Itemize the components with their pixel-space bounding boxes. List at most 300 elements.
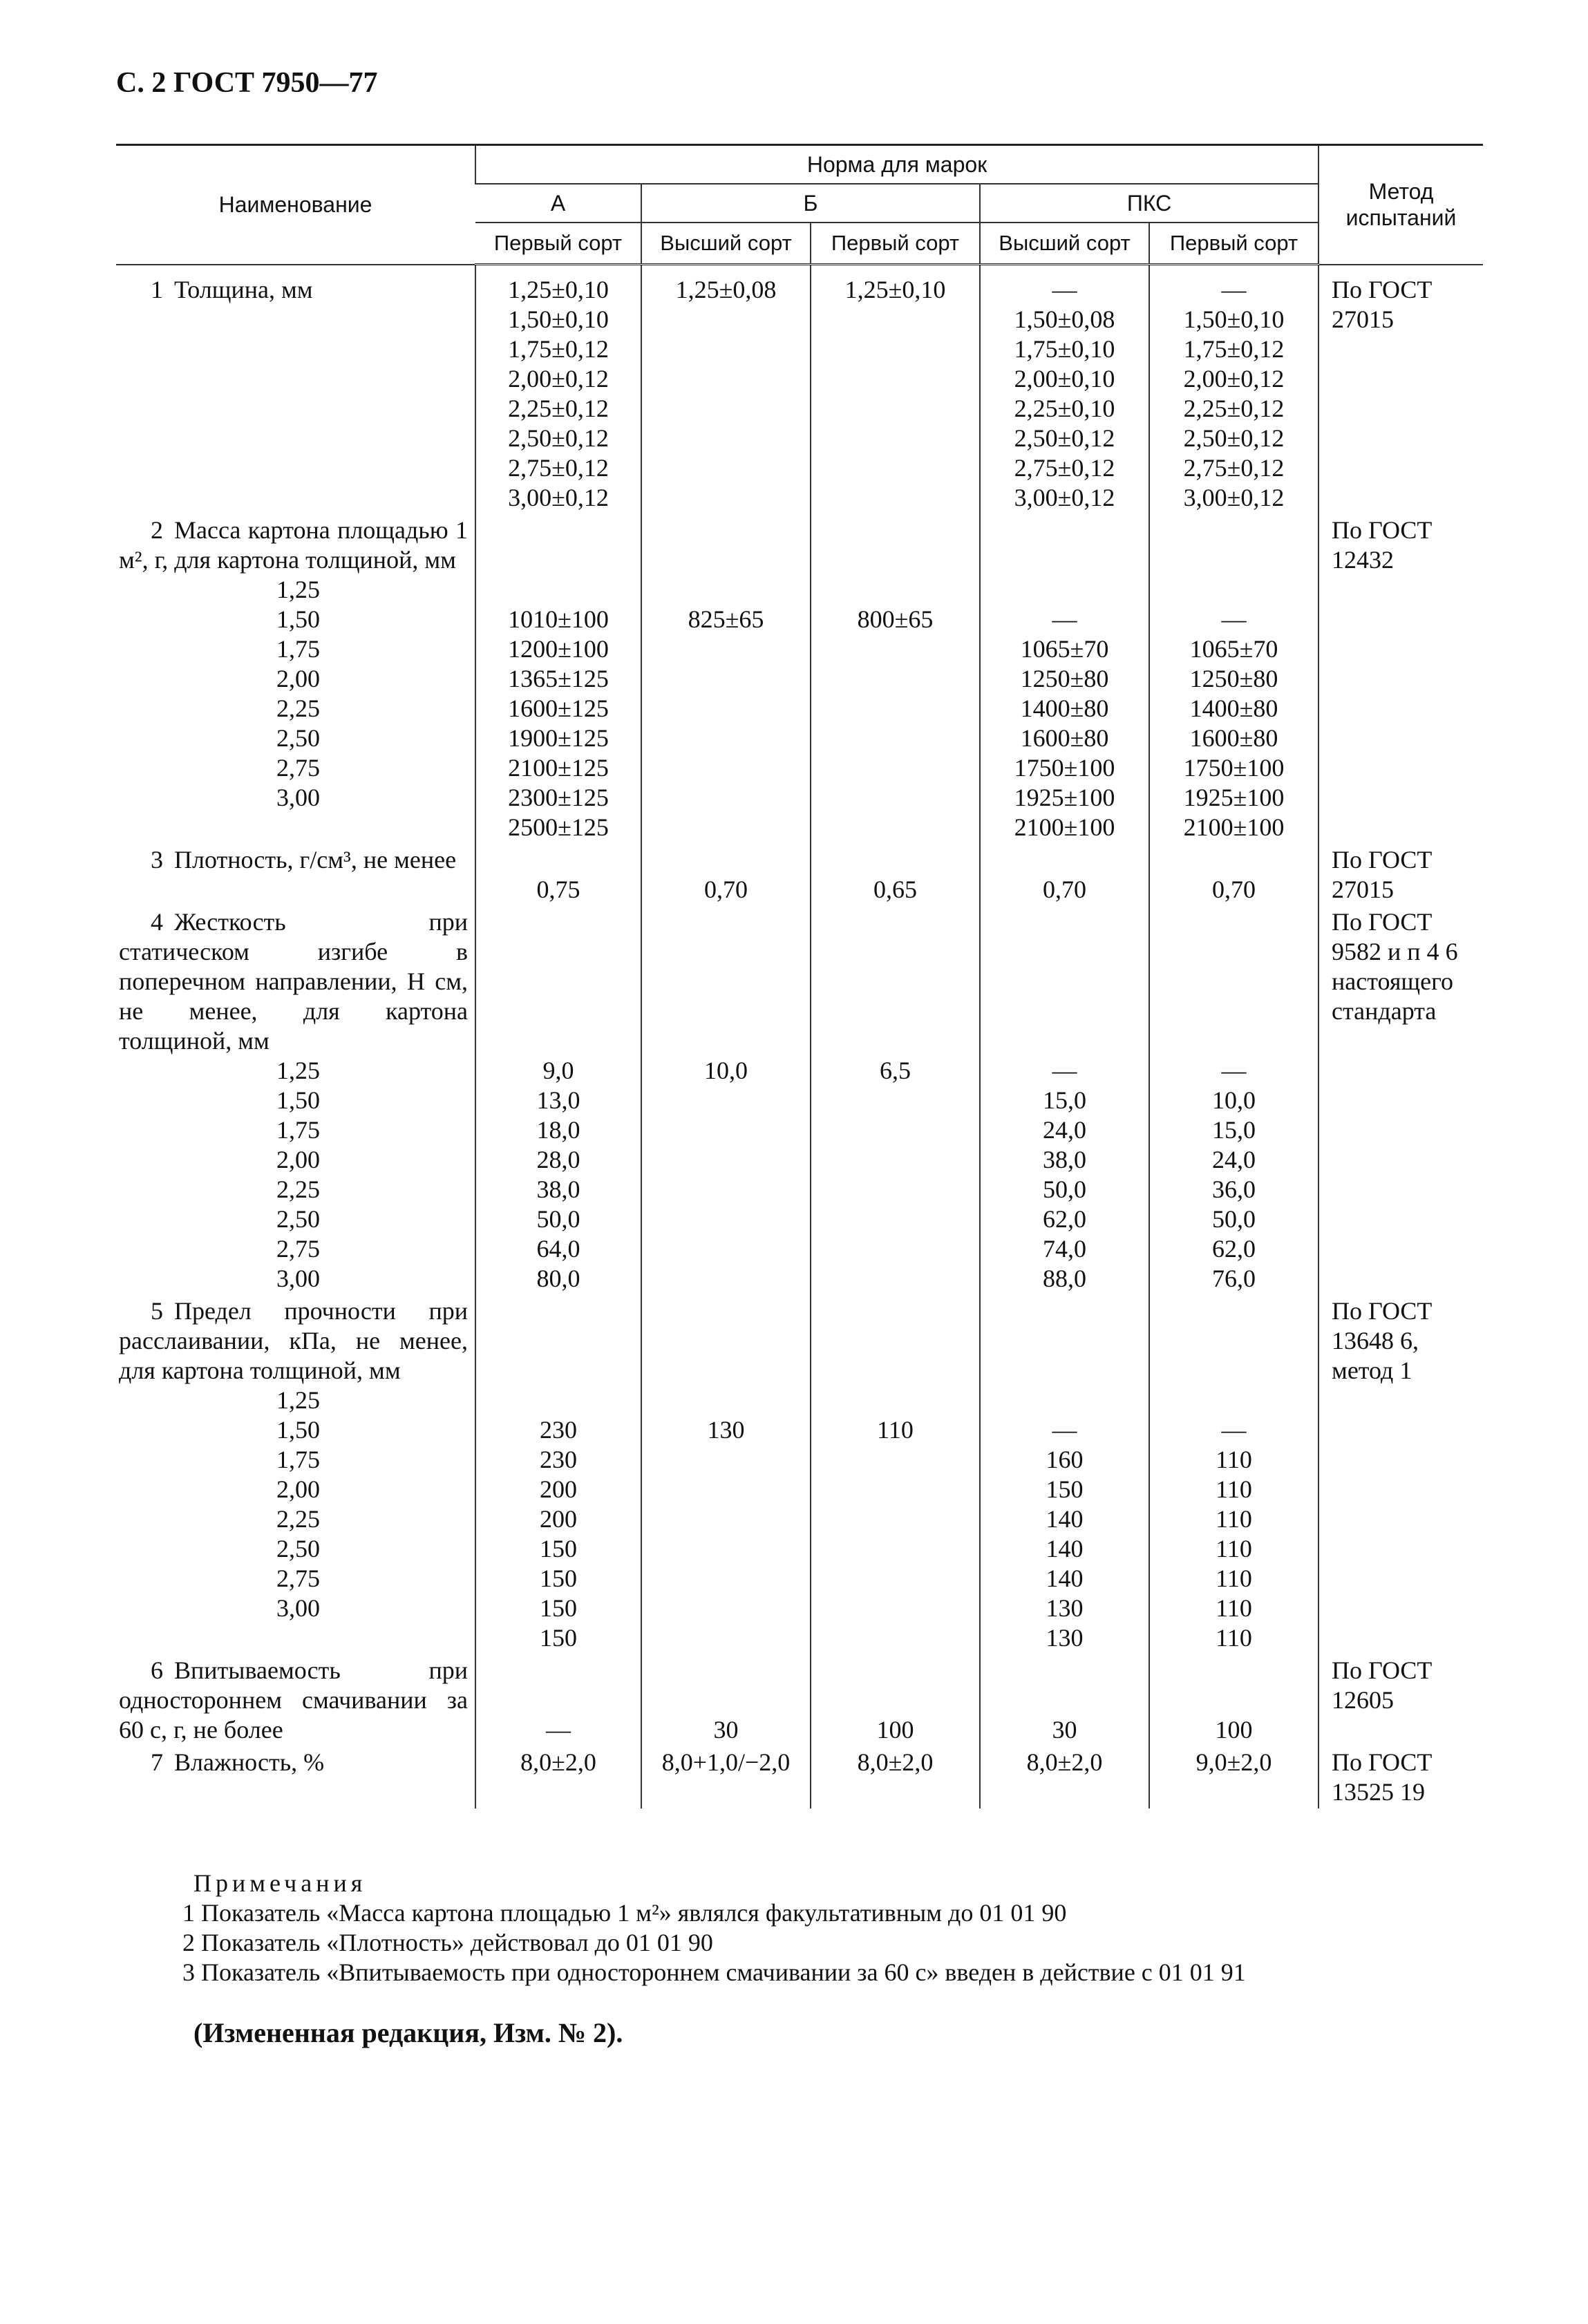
- thickness-value: 2,00: [276, 1146, 320, 1173]
- value: 88,0: [1043, 1265, 1086, 1292]
- value: 100: [1215, 1716, 1253, 1744]
- sort-pks-first-header: Первый сорт: [1149, 223, 1318, 265]
- value: —: [1221, 1057, 1247, 1084]
- spacer: [815, 1656, 975, 1685]
- value-cell-pks-first: [1149, 906, 1318, 1295]
- value: 110: [1216, 1505, 1252, 1533]
- spacer: [815, 1326, 975, 1356]
- thickness-value: 1,75: [276, 1116, 320, 1144]
- parameter-number: 4: [151, 908, 163, 936]
- spacer: [985, 937, 1144, 967]
- thickness-value: 1,25: [276, 1057, 320, 1084]
- grade-b-header: Б: [641, 184, 980, 223]
- spacer: [646, 907, 806, 937]
- value-cell-pks-top: [980, 1746, 1149, 1808]
- value: 150: [540, 1565, 577, 1592]
- value: 140: [1046, 1565, 1084, 1592]
- value: 74,0: [1043, 1235, 1086, 1263]
- spacer: [646, 1386, 806, 1415]
- spacer: [480, 1326, 636, 1356]
- spacer: [985, 1685, 1144, 1715]
- spacer: [646, 516, 806, 545]
- spacer: [1154, 1326, 1314, 1356]
- spacer: [985, 516, 1144, 545]
- value: 1365±125: [508, 665, 609, 692]
- value-cell-a: [475, 1295, 641, 1654]
- value: 18,0: [536, 1116, 580, 1144]
- notes-title: Примечания: [193, 1869, 367, 1897]
- value-cell-b-top: [641, 1654, 811, 1746]
- sort-a-first-header: Первый сорт: [475, 223, 641, 265]
- test-method-cell: По ГОСТ 27015: [1318, 844, 1483, 906]
- value: 140: [1046, 1535, 1084, 1562]
- value-cell-b-top: [641, 1746, 811, 1808]
- sort-pks-top-header: Высший сорт: [980, 223, 1149, 265]
- value: 2,00±0,10: [1014, 365, 1115, 393]
- value: 6,5: [880, 1057, 911, 1084]
- spacer: [815, 1296, 975, 1326]
- value: 1,50±0,10: [508, 305, 609, 333]
- parameter-name-cell: [116, 1654, 475, 1746]
- spacer: [985, 545, 1144, 575]
- spacer: [646, 1656, 806, 1685]
- spacer: [815, 545, 975, 575]
- value: —: [1221, 605, 1247, 633]
- thickness-value: 3,00: [276, 1265, 320, 1292]
- parameter-number: 7: [151, 1748, 163, 1776]
- col-norm-header: Норма для марок: [475, 145, 1318, 185]
- value: 1065±70: [1020, 635, 1109, 663]
- value: 36,0: [1212, 1175, 1256, 1203]
- value: 110: [1216, 1624, 1252, 1652]
- value: 2500±125: [508, 813, 609, 841]
- value: 1400±80: [1020, 695, 1109, 722]
- spacer: [985, 996, 1144, 1026]
- value: 800±65: [857, 605, 934, 633]
- parameter-name-cell: [116, 844, 475, 906]
- spacer: [646, 845, 806, 875]
- value: 2,00±0,12: [1183, 365, 1285, 393]
- sort-b-first-header: Первый сорт: [811, 223, 980, 265]
- table-row: [116, 514, 1483, 844]
- spacer: [646, 1026, 806, 1056]
- value: 1600±125: [508, 695, 609, 722]
- spacer: [815, 845, 975, 875]
- spacer: [985, 845, 1144, 875]
- spacer: [480, 1026, 636, 1056]
- parameter-number: 5: [151, 1297, 163, 1325]
- value: 1750±100: [1183, 754, 1285, 782]
- value: 1,50±0,08: [1014, 305, 1115, 333]
- value: 0,70: [704, 876, 748, 903]
- value: 13,0: [536, 1086, 580, 1114]
- value: —: [1221, 276, 1247, 303]
- spacer: [1154, 1656, 1314, 1685]
- value: 3,00±0,12: [1183, 484, 1285, 511]
- value: 110: [1216, 1475, 1252, 1503]
- value: 0,65: [873, 876, 917, 903]
- value-cell-pks-first: [1149, 265, 1318, 515]
- spacer: [480, 1656, 636, 1685]
- value: 15,0: [1043, 1086, 1086, 1114]
- value: 30: [713, 1716, 739, 1744]
- spacer: [815, 996, 975, 1026]
- parameter-name-cell: [116, 1746, 475, 1808]
- spacer: [815, 967, 975, 996]
- thickness-value: 1,50: [276, 1086, 320, 1114]
- value: 1400±80: [1189, 695, 1278, 722]
- value: 10,0: [1212, 1086, 1256, 1114]
- table-row: [116, 906, 1483, 1295]
- value: 2,00±0,12: [508, 365, 609, 393]
- value: 110: [1216, 1565, 1252, 1592]
- value: 1,75±0,12: [508, 335, 609, 363]
- spacer: [985, 1296, 1144, 1326]
- value: 1250±80: [1189, 665, 1278, 692]
- value: 2100±100: [1183, 813, 1285, 841]
- spacer: [1154, 545, 1314, 575]
- value: 2300±125: [508, 784, 609, 811]
- spacer: [480, 545, 636, 575]
- value: 15,0: [1212, 1116, 1256, 1144]
- spacer: [985, 1386, 1144, 1415]
- value: 80,0: [536, 1265, 580, 1292]
- thickness-value: 2,50: [276, 724, 320, 752]
- value: 2,50±0,12: [1183, 424, 1285, 452]
- table-row: [116, 265, 1483, 515]
- value: 1,25±0,10: [844, 276, 946, 303]
- value: 1925±100: [1183, 784, 1285, 811]
- parameter-title: Жесткость при статическом изгибе в поперечном направлении, Н см, не менее, для картона толщиной, мм: [119, 908, 468, 1055]
- spacer: [1154, 907, 1314, 937]
- value: 1,25±0,10: [508, 276, 609, 303]
- spacer: [1154, 996, 1314, 1026]
- value: 1250±80: [1020, 665, 1109, 692]
- value-cell-a: [475, 1654, 641, 1746]
- parameter-name-cell: [116, 906, 475, 1295]
- spacer: [480, 845, 636, 875]
- spacer: [985, 967, 1144, 996]
- value: 24,0: [1212, 1146, 1256, 1173]
- thickness-value: 1,75: [276, 635, 320, 663]
- value: 3,00±0,12: [508, 484, 609, 511]
- spacer: [1154, 1356, 1314, 1386]
- parameter-name-cell: [116, 1295, 475, 1654]
- value: 8,0+1,0/−2,0: [661, 1748, 791, 1776]
- value-cell-a: [475, 265, 641, 515]
- value: 140: [1046, 1505, 1084, 1533]
- grade-a-header: А: [475, 184, 641, 223]
- value-cell-pks-top: [980, 1654, 1149, 1746]
- spacer: [1154, 967, 1314, 996]
- thickness-value: 2,75: [276, 1235, 320, 1263]
- value: 1,75±0,10: [1014, 335, 1115, 363]
- value-cell-b-first: [811, 265, 980, 515]
- value-cell-b-first: [811, 1654, 980, 1746]
- value: 200: [540, 1475, 577, 1503]
- value: —: [1052, 276, 1077, 303]
- value: 0,75: [536, 876, 580, 903]
- spacer: [1154, 1026, 1314, 1056]
- value: 62,0: [1212, 1235, 1256, 1263]
- thickness-value: 1,25: [276, 576, 320, 603]
- test-method-cell: По ГОСТ 13648 6, метод 1: [1318, 1295, 1483, 1654]
- col-name-header: Наименование: [116, 145, 475, 265]
- spacer: [815, 1026, 975, 1056]
- value: 2,50±0,12: [1014, 424, 1115, 452]
- value: 24,0: [1043, 1116, 1086, 1144]
- spacer: [480, 907, 636, 937]
- value-cell-pks-top: [980, 1295, 1149, 1654]
- value: 1600±80: [1189, 724, 1278, 752]
- value: 110: [877, 1416, 914, 1444]
- value: 38,0: [1043, 1146, 1086, 1173]
- spacer: [480, 937, 636, 967]
- value-cell-b-first: [811, 844, 980, 906]
- value: 150: [540, 1594, 577, 1622]
- thickness-value: 2,75: [276, 1565, 320, 1592]
- value: 2,25±0,12: [1183, 395, 1285, 422]
- value: 2,50±0,12: [508, 424, 609, 452]
- spacer: [815, 1356, 975, 1386]
- parameter-number: 3: [151, 846, 163, 873]
- value: 110: [1216, 1446, 1252, 1473]
- value: 62,0: [1043, 1205, 1086, 1233]
- thickness-value: 2,25: [276, 1505, 320, 1533]
- spacer: [1154, 516, 1314, 545]
- value: 825±65: [688, 605, 764, 633]
- spacer: [480, 1356, 636, 1386]
- spacer: [815, 907, 975, 937]
- value: 1,50±0,10: [1183, 305, 1285, 333]
- value: 1,75±0,12: [1183, 335, 1285, 363]
- value: 10,0: [704, 1057, 748, 1084]
- spacer: [815, 1386, 975, 1415]
- notes-section: [116, 1869, 1498, 1987]
- page-header: С. 2 ГОСТ 7950—77: [116, 67, 378, 99]
- value-cell-pks-top: [980, 906, 1149, 1295]
- spacer: [985, 907, 1144, 937]
- spacer: [646, 1296, 806, 1326]
- spacer: [985, 575, 1144, 605]
- spacer: [646, 1685, 806, 1715]
- value: 50,0: [1212, 1205, 1256, 1233]
- value-cell-pks-top: [980, 844, 1149, 906]
- value: 0,70: [1212, 876, 1256, 903]
- value: 130: [1046, 1594, 1084, 1622]
- test-method-cell: По ГОСТ 12605: [1318, 1654, 1483, 1746]
- parameter-title: Толщина, мм: [174, 275, 313, 303]
- spacer: [646, 967, 806, 996]
- table-row: [116, 1295, 1483, 1654]
- spacer: [985, 1656, 1144, 1685]
- value-cell-pks-first: [1149, 1295, 1318, 1654]
- value: 150: [540, 1535, 577, 1562]
- thickness-value: 2,25: [276, 1175, 320, 1203]
- value-cell-pks-top: [980, 265, 1149, 515]
- value: 1010±100: [508, 605, 609, 633]
- value: 2,25±0,10: [1014, 395, 1115, 422]
- spacer: [815, 575, 975, 605]
- spacer: [480, 1685, 636, 1715]
- value: 2,75±0,12: [508, 454, 609, 482]
- value-cell-pks-first: [1149, 844, 1318, 906]
- parameter-number: 6: [151, 1656, 163, 1684]
- parameter-title: Масса картона площадью 1 м², г, для картона толщиной, мм: [119, 516, 468, 574]
- spacer: [1154, 1296, 1314, 1326]
- spacer: [1154, 1386, 1314, 1415]
- col-method-header: Метод испытаний: [1318, 145, 1483, 265]
- spacer: [646, 545, 806, 575]
- test-method-cell: По ГОСТ 12432: [1318, 514, 1483, 844]
- note-item: 2 Показатель «Плотность» действовал до 01 01 90: [182, 1929, 713, 1956]
- test-method-cell: По ГОСТ 13525 19: [1318, 1746, 1483, 1808]
- value: 110: [1216, 1594, 1252, 1622]
- value: 1200±100: [508, 635, 609, 663]
- thickness-value: 2,75: [276, 754, 320, 782]
- value: 76,0: [1212, 1265, 1256, 1292]
- value: 8,0±2,0: [857, 1748, 934, 1776]
- spacer: [480, 967, 636, 996]
- value: —: [1221, 1416, 1247, 1444]
- value: 0,70: [1043, 876, 1086, 903]
- value: 150: [540, 1624, 577, 1652]
- spacer: [646, 1326, 806, 1356]
- value: 230: [540, 1416, 577, 1444]
- value: 1750±100: [1014, 754, 1115, 782]
- value: —: [546, 1716, 571, 1744]
- spacer: [815, 1685, 975, 1715]
- parameter-title: Влажность, %: [174, 1748, 325, 1776]
- spacer: [985, 1356, 1144, 1386]
- value-cell-pks-first: [1149, 1654, 1318, 1746]
- value: 9,0: [542, 1057, 574, 1084]
- value: 100: [876, 1716, 914, 1744]
- spacer: [646, 996, 806, 1026]
- value: 50,0: [536, 1205, 580, 1233]
- parameter-number: 1: [151, 275, 163, 303]
- note-item: 3 Показатель «Впитываемость при одностороннем смачивании за 60 с» введен в действие с 01 01 91: [182, 1958, 1246, 1986]
- thickness-value: 2,50: [276, 1535, 320, 1562]
- value: 1,25±0,08: [675, 276, 777, 303]
- test-method-cell: По ГОСТ 9582 и п 4 6 настоящего стандарта: [1318, 906, 1483, 1295]
- value: 64,0: [536, 1235, 580, 1263]
- value: —: [1052, 605, 1077, 633]
- value-cell-b-first: [811, 906, 980, 1295]
- value: 160: [1046, 1446, 1084, 1473]
- thickness-value: 2,25: [276, 695, 320, 722]
- value: 130: [707, 1416, 745, 1444]
- spec-table: [116, 144, 1483, 1808]
- value-cell-b-top: [641, 265, 811, 515]
- value: —: [1052, 1416, 1077, 1444]
- spacer: [815, 937, 975, 967]
- parameter-title: Впитываемость при одностороннем смачивании за 60 с, г, не более: [119, 1656, 468, 1744]
- spacer: [1154, 575, 1314, 605]
- thickness-value: 1,75: [276, 1446, 320, 1473]
- spec-table-body: [116, 265, 1483, 1809]
- spacer: [646, 937, 806, 967]
- parameter-title: Плотность, г/см³, не менее: [174, 846, 457, 873]
- value-cell-a: [475, 514, 641, 844]
- spacer: [815, 516, 975, 545]
- value-cell-pks-first: [1149, 1746, 1318, 1808]
- spacer: [1154, 937, 1314, 967]
- value-cell-b-first: [811, 1746, 980, 1808]
- value: 1600±80: [1020, 724, 1109, 752]
- thickness-value: 3,00: [276, 784, 320, 811]
- spacer: [480, 1386, 636, 1415]
- parameter-number: 2: [151, 516, 163, 544]
- value: 30: [1052, 1716, 1077, 1744]
- parameter-name-cell: [116, 265, 475, 515]
- value: 28,0: [536, 1146, 580, 1173]
- value-cell-pks-top: [980, 514, 1149, 844]
- amendment-note: (Измененная редакция, Изм. № 2).: [193, 2017, 623, 2048]
- value-cell-a: [475, 906, 641, 1295]
- value: 9,0±2,0: [1195, 1748, 1272, 1776]
- value: 3,00±0,12: [1014, 484, 1115, 511]
- thickness-value: 2,00: [276, 1475, 320, 1503]
- value: 8,0±2,0: [520, 1748, 596, 1776]
- spacer: [1154, 1685, 1314, 1715]
- spacer: [480, 575, 636, 605]
- value: 230: [540, 1446, 577, 1473]
- thickness-value: 1,50: [276, 1416, 320, 1444]
- thickness-value: 2,50: [276, 1205, 320, 1233]
- spacer: [985, 1026, 1144, 1056]
- table-row: [116, 844, 1483, 906]
- spacer: [1154, 845, 1314, 875]
- spacer: [480, 996, 636, 1026]
- value-cell-b-top: [641, 844, 811, 906]
- value-cell-b-top: [641, 906, 811, 1295]
- value: 2,75±0,12: [1183, 454, 1285, 482]
- spacer: [646, 1356, 806, 1386]
- value-cell-b-top: [641, 514, 811, 844]
- thickness-value: 2,00: [276, 665, 320, 692]
- parameter-name-cell: [116, 514, 475, 844]
- value: 50,0: [1043, 1175, 1086, 1203]
- value-cell-b-first: [811, 1295, 980, 1654]
- table-row: [116, 1746, 1483, 1808]
- note-item: 1 Показатель «Масса картона площадью 1 м²» являлся факультативным до 01 01 90: [182, 1899, 1067, 1927]
- value-cell-pks-first: [1149, 514, 1318, 844]
- value-cell-b-first: [811, 514, 980, 844]
- grade-pks-header: ПКС: [980, 184, 1318, 223]
- value-cell-a: [475, 844, 641, 906]
- spacer: [985, 1326, 1144, 1356]
- value-cell-a: [475, 1746, 641, 1808]
- value: 2100±125: [508, 754, 609, 782]
- value: 1925±100: [1014, 784, 1115, 811]
- spacer: [480, 516, 636, 545]
- value: 38,0: [536, 1175, 580, 1203]
- test-method-cell: По ГОСТ 27015: [1318, 265, 1483, 515]
- spacer: [646, 575, 806, 605]
- value: 2,75±0,12: [1014, 454, 1115, 482]
- value-cell-b-top: [641, 1295, 811, 1654]
- value: 1900±125: [508, 724, 609, 752]
- thickness-value: 1,25: [276, 1386, 320, 1414]
- value: 130: [1046, 1624, 1084, 1652]
- value: 150: [1046, 1475, 1084, 1503]
- thickness-value: 1,50: [276, 605, 320, 633]
- thickness-value: 3,00: [276, 1594, 320, 1622]
- value: 200: [540, 1505, 577, 1533]
- sort-b-top-header: Высший сорт: [641, 223, 811, 265]
- table-row: [116, 1654, 1483, 1746]
